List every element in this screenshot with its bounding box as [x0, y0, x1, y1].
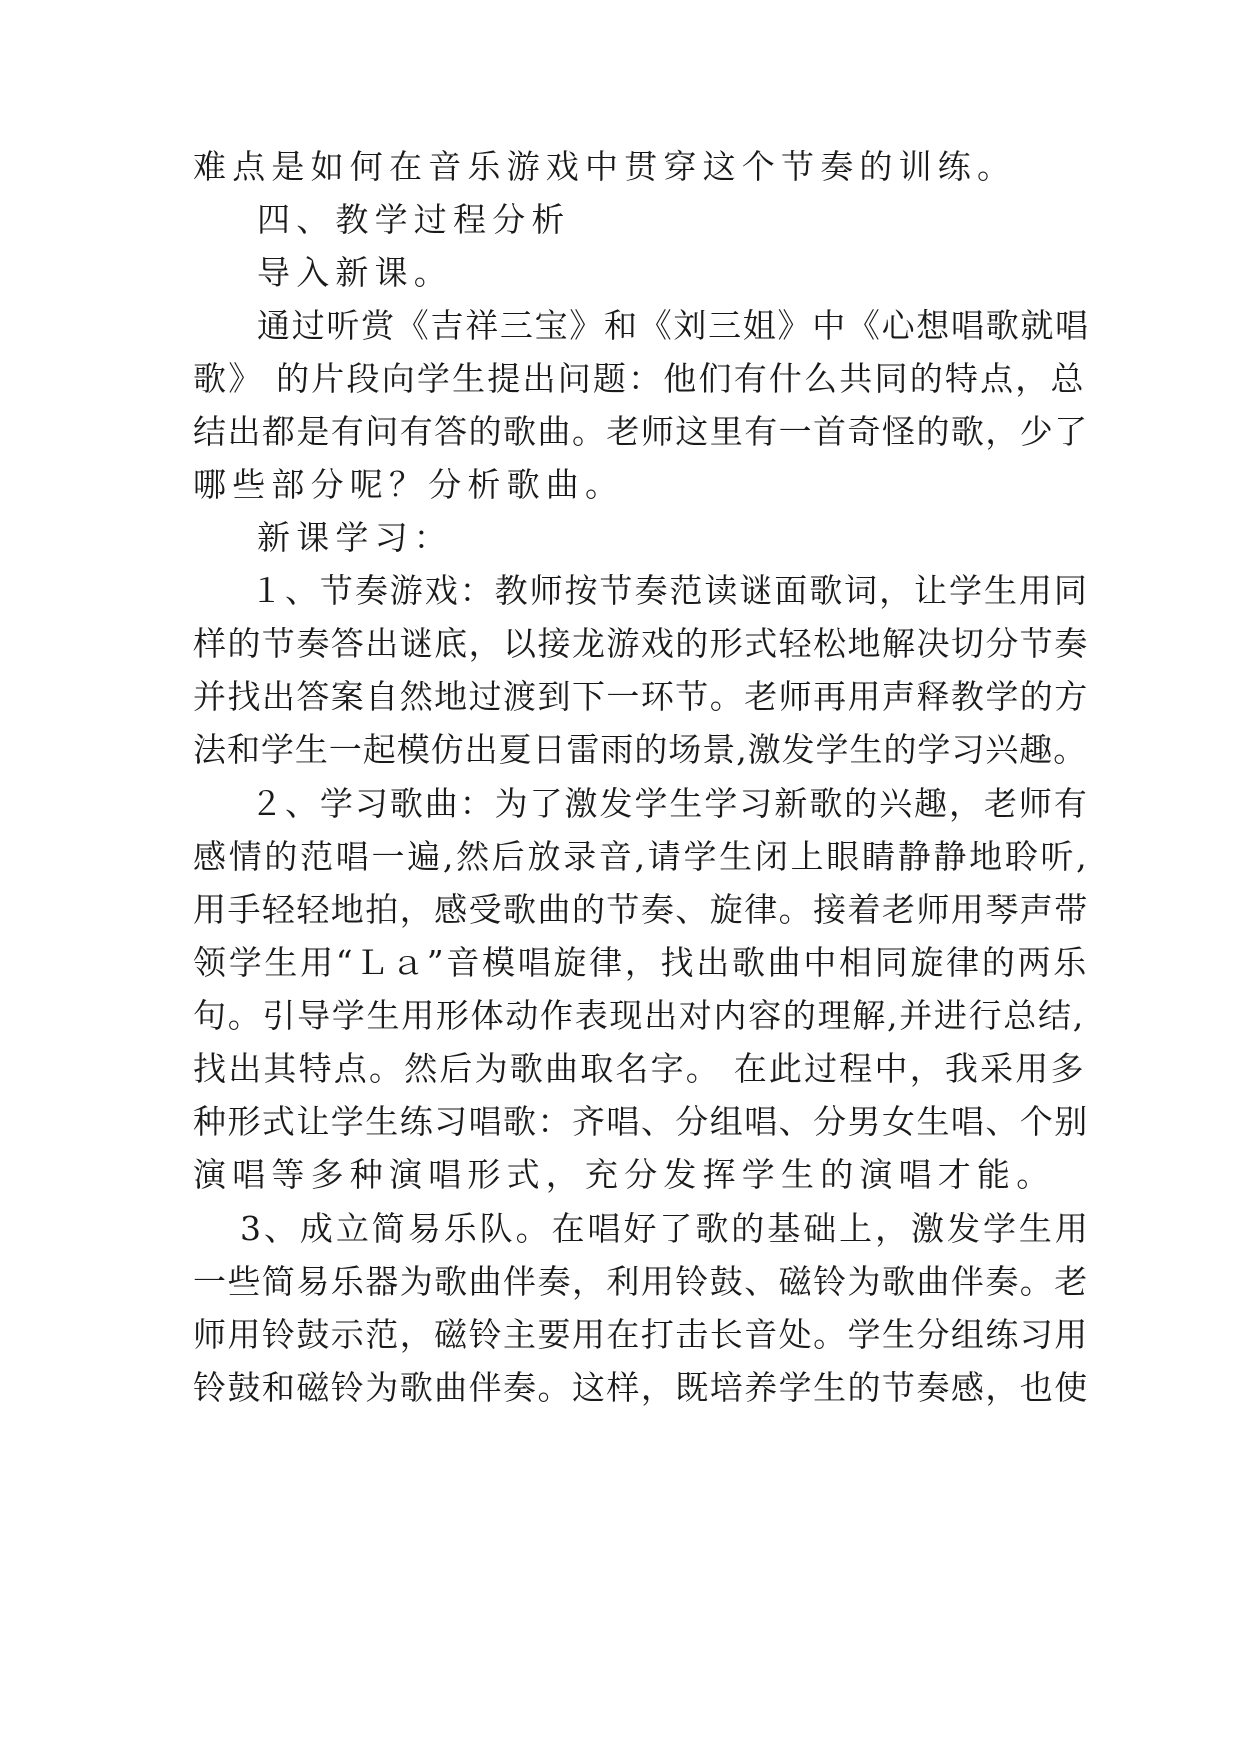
- text-line: 用手轻轻地拍，感受歌曲的节奏、旋律。接着老师用琴声带: [193, 890, 1089, 929]
- text-line: 句。引导学生用形体动作表现出对内容的理解,并进行总结,: [193, 996, 1085, 1035]
- text-line: 法和学生一起模仿出夏日雷雨的场景,激发学生的学习兴趣。: [193, 730, 1088, 769]
- text-line: ２、学习歌曲：为了激发学生学习新歌的兴趣，老师有: [250, 784, 1089, 823]
- subheading: 新课学习：: [257, 518, 453, 557]
- text-line: 领学生用“Ｌａ”音模唱旋律，找出歌曲中相同旋律的两乐: [193, 943, 1089, 982]
- subheading: 导入新课。: [257, 253, 453, 292]
- text-line: 3、成立简易乐队。在唱好了歌的基础上，激发学生用: [240, 1209, 1091, 1248]
- text-line: 难点是如何在音乐游戏中贯穿这个节奏的训练。: [193, 147, 1017, 186]
- section-heading: 四、教学过程分析: [257, 200, 571, 239]
- text-line: 师用铃鼓示范，磁铃主要用在打击长音处。学生分组练习用: [193, 1315, 1089, 1354]
- text-line: 歌》 的片段向学生提出问题：他们有什么共同的特点，总: [193, 359, 1086, 398]
- text-line: 哪些部分呢？分析歌曲。: [193, 465, 625, 504]
- text-line: 并找出答案自然地过渡到下一环节。老师再用声释教学的方: [193, 677, 1089, 716]
- text-line: 演唱等多种演唱形式，充分发挥学生的演唱才能。: [193, 1155, 1056, 1194]
- text-line: 种形式让学生练习唱歌：齐唱、分组唱、分男女生唱、个别: [193, 1102, 1089, 1141]
- text-line: 样的节奏答出谜底，以接龙游戏的形式轻松地解决切分节奏: [193, 624, 1089, 663]
- text-line: 感情的范唱一遍,然后放录音,请学生闭上眼睛静静地聆听,: [193, 837, 1090, 876]
- text-line: １、节奏游戏：教师按节奏范读谜面歌词，让学生用同: [250, 571, 1089, 610]
- text-line: 结出都是有问有答的歌曲。老师这里有一首奇怪的歌，少了: [193, 412, 1089, 451]
- text-line: 一些简易乐器为歌曲伴奏，利用铃鼓、磁铃为歌曲伴奏。老: [193, 1262, 1089, 1301]
- text-line: 通过听赏《吉祥三宝》和《刘三姐》中《心想唱歌就唱: [257, 306, 1090, 345]
- text-line: 找出其特点。然后为歌曲取名字。 在此过程中，我采用多: [193, 1049, 1086, 1088]
- text-line: 铃鼓和磁铃为歌曲伴奏。这样，既培养学生的节奏感，也使: [193, 1368, 1089, 1407]
